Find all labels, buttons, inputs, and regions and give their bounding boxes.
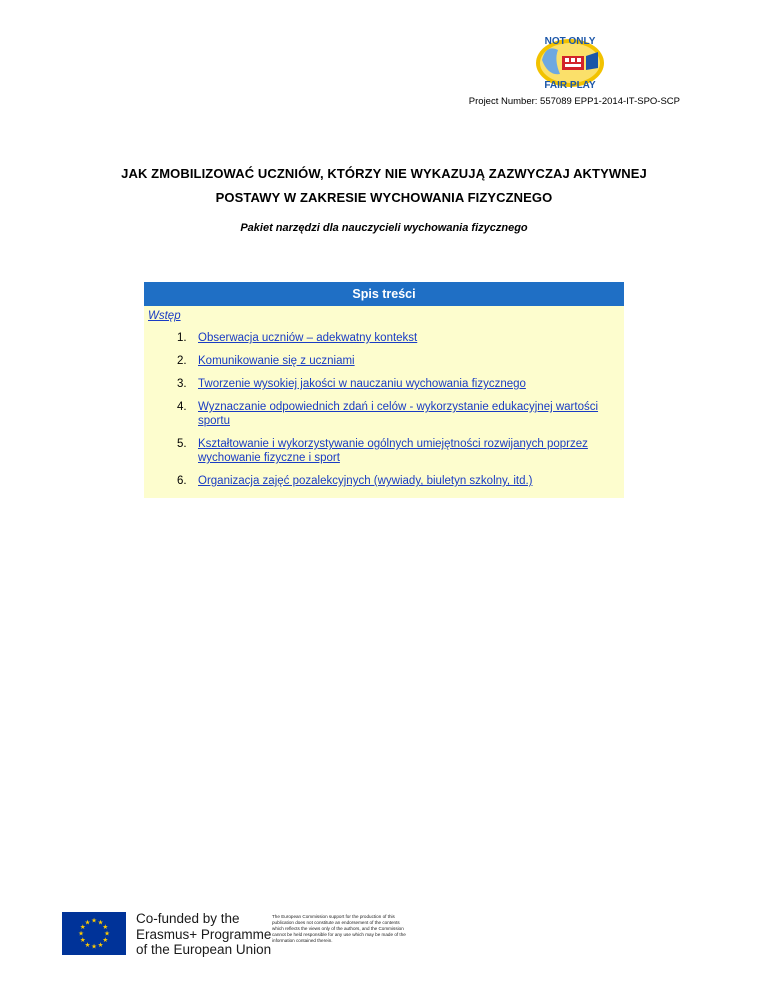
document-title xyxy=(60,162,708,210)
eu-disclaimer: The European Commission support for the production of this publication does not constitute an endorsement of the contents which reflects the views only of the authors, and the Commission cannot be held responsible for any use which may be made of the information contained therein. xyxy=(272,914,406,943)
toc-link-2[interactable]: Komunikowanie się z uczniami xyxy=(198,355,355,367)
toc-item xyxy=(144,331,624,345)
eu-flag-star: ★ xyxy=(84,941,91,949)
toc-item xyxy=(144,474,624,488)
logo-text-top: NOT ONLY xyxy=(544,36,596,47)
toc-item-number: 2. xyxy=(177,355,187,367)
toc-link-3[interactable]: Tworzenie wysokiej jakości w nauczaniu wychowania fizycznego xyxy=(198,378,526,390)
toc-link-6[interactable]: Organizacja zajęć pozalekcyjnych (wywiady, biuletyn szkolny, itd.) xyxy=(198,475,533,487)
eu-flag-star: ★ xyxy=(102,924,109,932)
toc-item xyxy=(144,437,624,465)
toc-item-number: 6. xyxy=(177,475,187,487)
document-subtitle: Pakiet narzędzi dla nauczycieli wychowania fizycznego xyxy=(240,222,528,234)
not-only-fair-play-logo xyxy=(524,30,616,92)
eu-flag-star: ★ xyxy=(97,941,104,949)
eu-flag-star: ★ xyxy=(91,917,97,925)
project-number: Project Number: 557089 EPP1-2014-IT-SPO-SCP xyxy=(468,96,680,107)
toc-item xyxy=(144,400,624,428)
erasmus-funding-notice xyxy=(62,912,412,958)
cofunded-line-1: Co-funded by the xyxy=(136,911,240,926)
title-line-2: POSTAWY W ZAKRESIE WYCHOWANIA FIZYCZNEGO xyxy=(215,190,553,205)
eu-flag-star: ★ xyxy=(79,924,86,932)
eu-flag-star: ★ xyxy=(97,919,104,927)
toc-link-1[interactable]: Obserwacja uczniów – adekwatny kontekst xyxy=(198,332,418,344)
toc-item-number: 4. xyxy=(177,401,187,413)
toc-link-5[interactable]: Kształtowanie i wykorzystywanie ogólnych umiejętności rozwijanych poprzez wychowanie fizyczne i sport xyxy=(198,438,588,464)
toc-item-number: 5. xyxy=(177,438,187,450)
eu-flag-star: ★ xyxy=(91,943,97,951)
eu-flag-star: ★ xyxy=(104,930,110,938)
eu-flag-icon xyxy=(62,912,126,955)
title-line-1: JAK ZMOBILIZOWAĆ UCZNIÓW, KTÓRZY NIE WYKAZUJĄ ZAZWYCZAJ AKTYWNEJ xyxy=(121,166,647,181)
toc-list xyxy=(144,331,624,488)
eu-flag-star: ★ xyxy=(102,937,109,945)
toc-item xyxy=(144,354,624,368)
logo-text-bottom: FAIR PLAY xyxy=(544,80,596,91)
cofunded-line-3: of the European Union xyxy=(136,942,272,957)
toc-item-number: 1. xyxy=(177,332,187,344)
toc-link-intro[interactable]: Wstęp xyxy=(148,310,181,322)
toc-link-4[interactable]: Wyznaczanie odpowiednich zdań i celów - wykorzystanie edukacyjnej wartości sportu xyxy=(198,401,599,427)
eu-flag-star: ★ xyxy=(79,937,86,945)
cofunded-line-2: Erasmus+ Programme xyxy=(136,926,272,942)
eu-flag-star: ★ xyxy=(84,919,91,927)
table-of-contents xyxy=(144,282,624,498)
eu-flag-star: ★ xyxy=(78,930,84,938)
toc-item-number: 3. xyxy=(177,378,187,390)
toc-heading: Spis treści xyxy=(144,282,624,306)
cofunded-text xyxy=(136,911,271,958)
toc-item xyxy=(144,377,624,391)
